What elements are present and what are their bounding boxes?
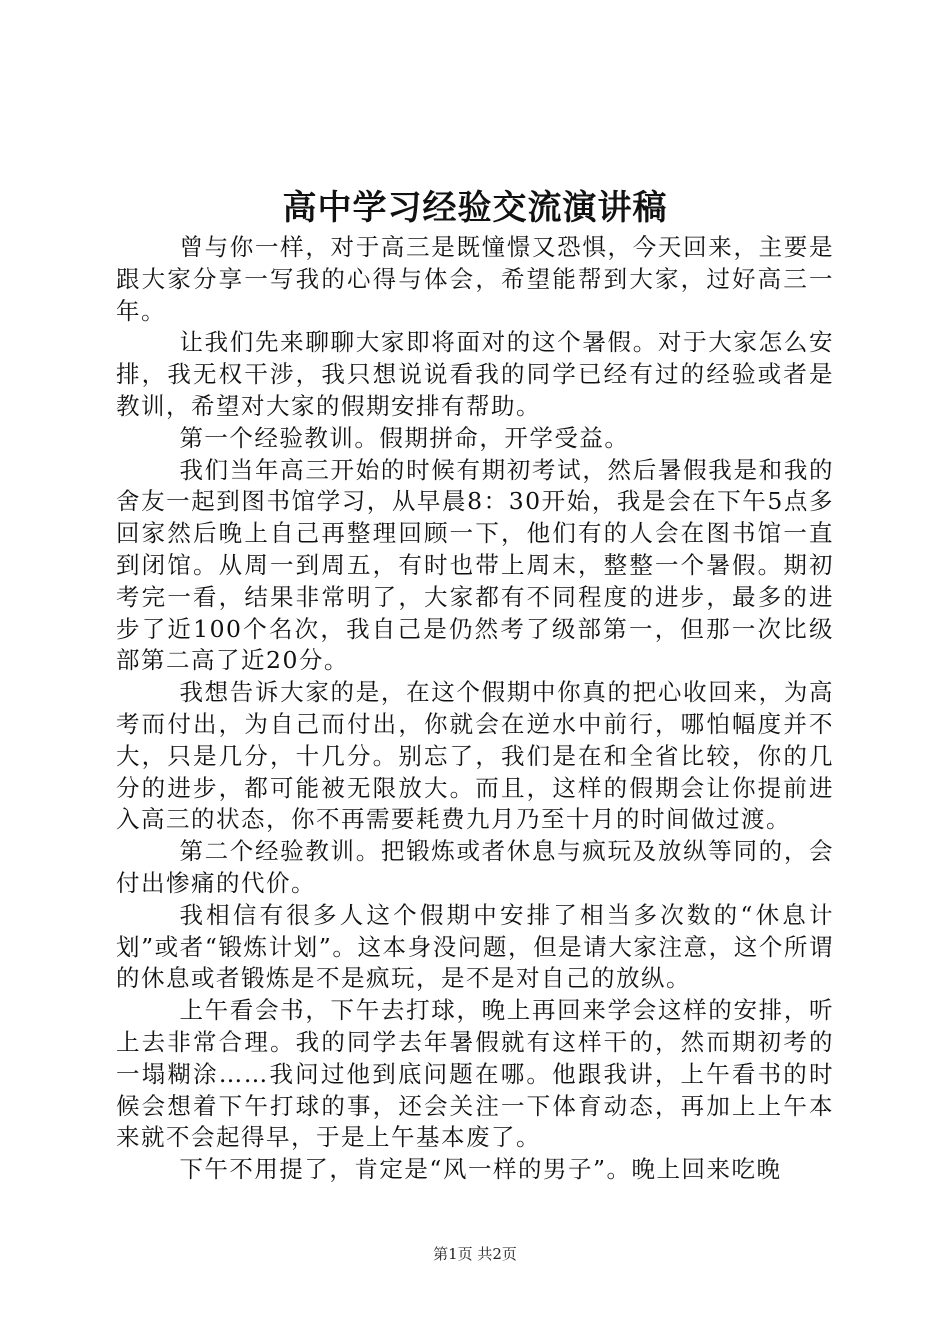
- document-body: [116, 232, 834, 1186]
- paragraph: 我想告诉大家的是，在这个假期中你真的把心收回来，为高考而付出，为自己而付出，你就会在逆水中前行，哪怕幅度并不大，只是几分，十几分。别忘了，我们是在和全省比较，你的几分的进步，都可能被无限放大。而且，这样的假期会让你提前进入高三的状态，你不再需要耗费九月乃至十月的时间做过渡。: [116, 678, 834, 834]
- paragraph: 上午看会书，下午去打球，晚上再回来学会这样的安排，听上去非常合理。我的同学去年暑假就有这样干的，然而期初考的一塌糊涂……我问过他到底问题在哪。他跟我讲，上午看书的时候会想着下午打球的事，还会关注一下体育动态，再加上上午本来就不会起得早，于是上午基本废了。: [116, 996, 834, 1152]
- paragraph: 让我们先来聊聊大家即将面对的这个暑假。对于大家怎么安排，我无权干涉，我只想说说看我的同学已经有过的经验或者是教训，希望对大家的假期安排有帮助。: [116, 328, 834, 420]
- page-footer: 第1页 共2页: [433, 1245, 517, 1263]
- paragraph: 我相信有很多人这个假期中安排了相当多次数的“休息计划”或者“锻炼计划”。这本身没问题，但是请大家注意，这个所谓的休息或者锻炼是不是疯玩，是不是对自己的放纵。: [116, 900, 834, 993]
- paragraph: 第二个经验教训。把锻炼或者休息与疯玩及放纵等同的，会付出惨痛的代价。: [116, 837, 834, 897]
- paragraph: 我们当年高三开始的时候有期初考试，然后暑假我是和我的舍友一起到图书馆学习，从早晨8：30开始，我是会在下午5点多回家然后晚上自己再整理回顾一下，他们有的人会在图书馆一直到闭馆。从周一到周五，有时也带上周末，整整一个暑假。期初考完一看，结果非常明了，大家都有不同程度的进步，最多的进步了近100个名次，我自己是仍然考了级部第一，但那一次比级部第二高了近20分。: [116, 455, 834, 675]
- paragraph: 第一个经验教训。假期拼命，开学受益。: [179, 423, 630, 452]
- document-title: 高中学习经验交流演讲稿: [282, 188, 668, 228]
- paragraph: 曾与你一样，对于高三是既憧憬又恐惧，今天回来，主要是跟大家分享一写我的心得与体会，希望能帮到大家，过好高三一年。: [116, 233, 834, 325]
- paragraph: 下午不用提了，肯定是“风一样的男子”。晚上回来吃晚: [179, 1155, 782, 1184]
